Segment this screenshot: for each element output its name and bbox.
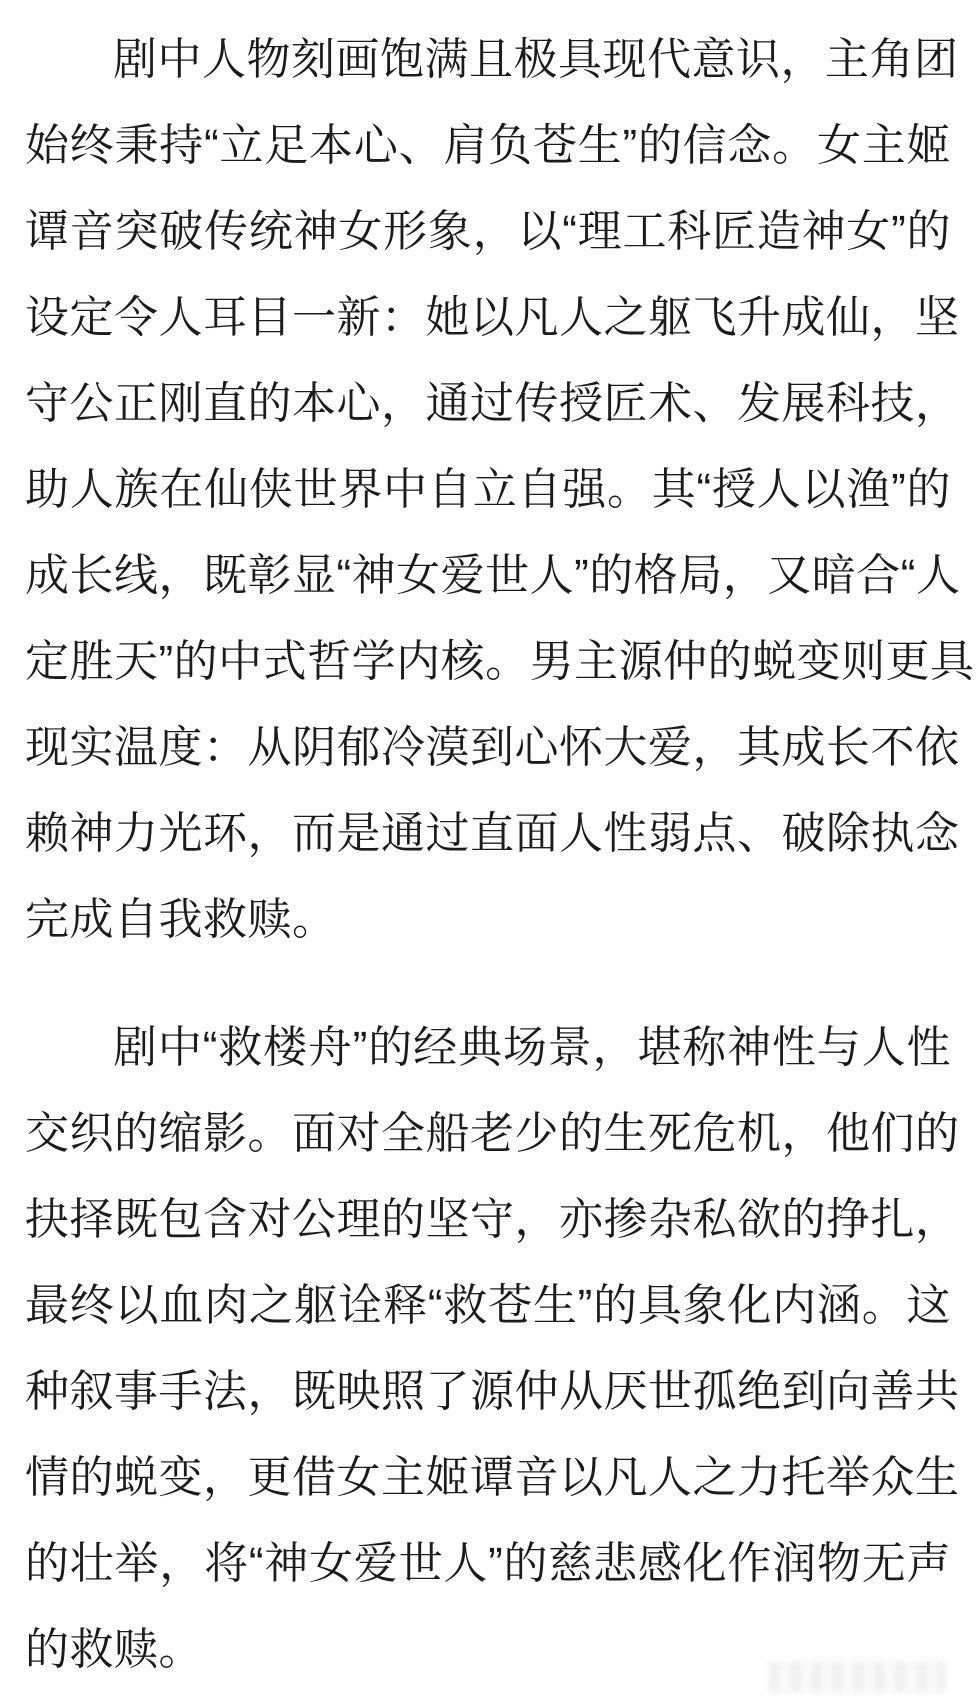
- text-line: 剧中人物刻画饱满且极具现代意识，主角团: [113, 35, 959, 84]
- text-line: 的壮举，将“神女爱世人”的慈悲感化作润物无声: [25, 1539, 951, 1588]
- text-line: 交织的缩影。面对全船老少的生死危机，他们的: [25, 1109, 960, 1158]
- text-line: 的救赎。: [25, 1625, 203, 1674]
- text-line: 剧中“救楼舟”的经典场景，堪称神性与人性: [113, 1023, 951, 1072]
- text-line: 情的蜕变，更借女主姬谭音以凡人之力托举众生: [25, 1453, 960, 1502]
- text-line: 助人族在仙侠世界中自立自强。其“授人以渔”的: [25, 465, 951, 514]
- text-line: 最终以血肉之躯诠释“救苍生”的具象化内涵。这: [25, 1281, 951, 1330]
- text-line: 始终秉持“立足本心、肩负苍生”的信念。女主姬: [25, 121, 951, 170]
- text-line: 守公正刚直的本心，通过传授匠术、发展科技，: [25, 379, 960, 428]
- watermark: [768, 1661, 946, 1693]
- text-line: 成长线，既彰显“神女爱世人”的格局，又暗合“人: [25, 551, 961, 600]
- text-line: 设定令人耳目一新：她以凡人之躯飞升成仙，坚: [25, 293, 960, 342]
- text-line: 赖神力光环，而是通过直面人性弱点、破除执念: [25, 809, 960, 858]
- text-line: 完成自我救赎。: [25, 895, 337, 944]
- text-line: 谭音突破传统神女形象，以“理工科匠造神女”的: [25, 207, 951, 256]
- paragraph-character-analysis: [25, 17, 975, 963]
- text-line: 现实温度：从阴郁冷漠到心怀大爱，其成长不依: [25, 723, 960, 772]
- text-line: 种叙事手法，既映照了源仲从厌世孤绝到向善共: [25, 1367, 960, 1416]
- text-line: 定胜天”的中式哲学内核。男主源仲的蜕变则更具: [25, 637, 975, 686]
- paragraph-scene-analysis: [25, 1005, 960, 1693]
- text-line: 抉择既包含对公理的坚守，亦掺杂私欲的挣扎，: [25, 1195, 960, 1244]
